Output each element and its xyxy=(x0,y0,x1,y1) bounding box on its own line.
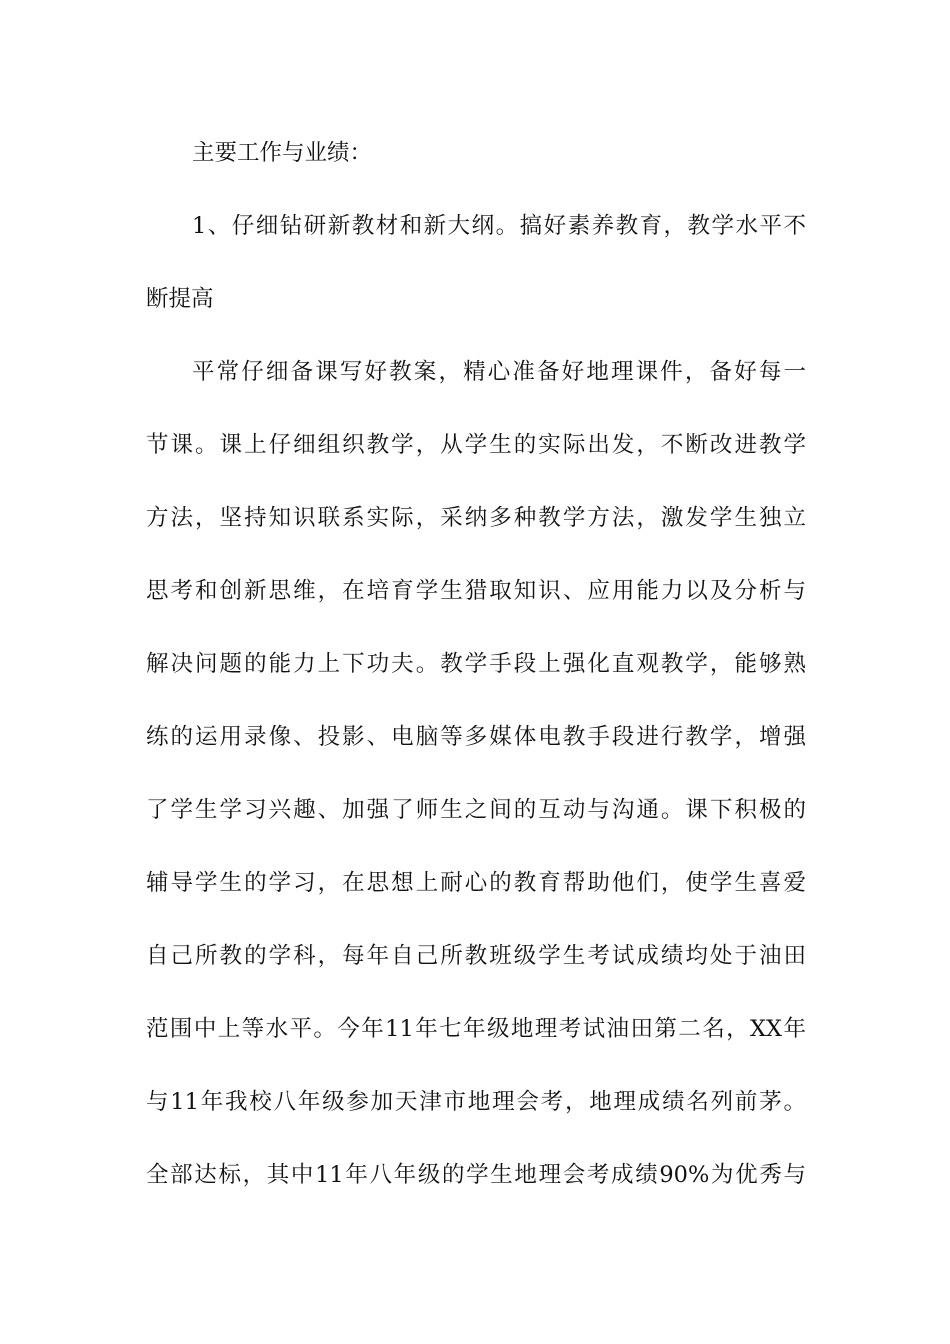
paragraph-line-2: 节课。课上仔细组织教学，从学生的实际出发，不断改进教学 xyxy=(146,432,806,458)
heading: 主要工作与业绩： xyxy=(192,140,373,166)
paragraph-line-10: 范围中上等水平。今年11年七年级地理考试油田第二名，XX年 xyxy=(146,1016,806,1042)
paragraph-line-3: 方法，坚持知识联系实际，采纳多种教学方法，激发学生独立 xyxy=(146,505,806,531)
paragraph-line-7: 了学生学习兴趣、加强了师生之间的互动与沟通。课下积极的 xyxy=(146,797,806,823)
paragraph-line-11: 与11年我校八年级参加天津市地理会考，地理成绩名列前茅。 xyxy=(146,1089,806,1115)
paragraph-line-8: 辅导学生的学习，在思想上耐心的教育帮助他们，使学生喜爱 xyxy=(146,870,806,896)
paragraph-line-12: 全部达标，其中11年八年级的学生地理会考成绩90%为优秀与 xyxy=(146,1162,806,1188)
paragraph-line-9: 自己所教的学科，每年自己所教班级学生考试成绩均处于油田 xyxy=(146,943,806,969)
paragraph-line-6: 练的运用录像、投影、电脑等多媒体电教手段进行教学，增强 xyxy=(146,724,806,750)
paragraph-line-1: 平常仔细备课写好教案，精心准备好地理课件，备好每一 xyxy=(192,359,806,385)
section-title-line-2: 断提高 xyxy=(146,286,214,312)
paragraph-line-5: 解决问题的能力上下功夫。教学手段上强化直观教学，能够熟 xyxy=(146,651,806,677)
section-title-line-1: 1、仔细钻研新教材和新大纲。搞好素养教育，教学水平不 xyxy=(192,213,806,239)
paragraph-line-4: 思考和创新思维，在培育学生猎取知识、应用能力以及分析与 xyxy=(146,578,806,604)
